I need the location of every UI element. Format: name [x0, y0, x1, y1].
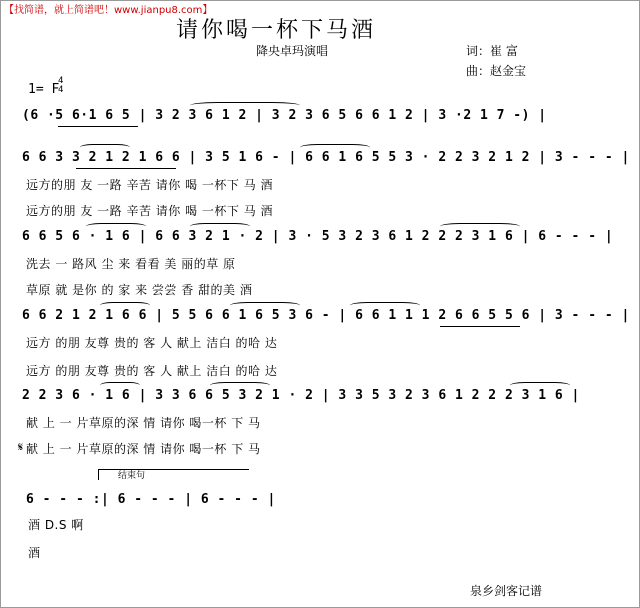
slur-mark	[190, 102, 300, 109]
lyric-line-3b: 草原 就 是你 的 家 来 尝尝 香 甜的美 酒	[26, 283, 253, 297]
slur-mark	[100, 302, 150, 309]
singer-credit: 降央卓玛演唱	[256, 44, 329, 58]
slur-mark	[210, 382, 270, 389]
slur-mark	[100, 382, 140, 389]
lyric-line-6a: 酒 D.S 啊	[28, 518, 84, 532]
slur-mark	[86, 223, 146, 230]
beam-line	[76, 168, 176, 169]
lyric-line-5a: 献 上 一 片草原的深 情 请你 喝一杯 下 马	[26, 416, 261, 430]
lyric-line-6b: 酒	[28, 546, 41, 560]
slur-mark	[80, 144, 130, 151]
notation-line-6: 6 - - - :| 6 - - - | 6 - - - |	[26, 492, 276, 507]
notation-line-4: 6 6 2 1 2 1 6 6 | 5 5 6 6 1 6 5 3 6 - | 6 6 1 1 1 2 6 6 5 5 6 | 3 - - - |	[22, 308, 630, 323]
time-sig-top: 4	[58, 76, 64, 86]
lyricist-credit: 词：崔 富	[466, 44, 518, 58]
notation-line-5: 2 2 3 6 · 1 6 | 3 3 6 6 5 3 2 1 · 2 | 3 3 5 3 2 3 6 1 2 2 2 3 1 6 |	[22, 388, 580, 403]
ending-label: 结束句	[118, 471, 146, 481]
key-label: 1= F	[28, 82, 60, 97]
time-signature	[58, 77, 63, 95]
transcriber-credit: 泉乡剑客记谱	[470, 584, 543, 598]
notation-line-2: 6 6 3 3 2 1 2 1 6 6 | 3 5 1 6 - | 6 6 1 6 5 5 3 · 2 2 3 2 1 2 | 3 - - - |	[22, 150, 630, 165]
lyric-line-4b: 远方 的朋 友尊 贵的 客 人 献上 洁白 的哈 达	[26, 364, 278, 378]
segno-icon: 𝄋	[18, 440, 24, 454]
notation-line-1: (6 ·5 6·1 6 5 | 3 2 3 6 1 2 | 3 2 3 6 5 6 6 1 2 | 3 ·2 1 7 -) |	[22, 108, 547, 123]
slur-mark	[300, 144, 370, 151]
composer-credit: 曲：赵金宝	[466, 64, 527, 78]
lyric-line-2b: 远方的朋 友 一路 辛苦 请你 喝 一杯下 马 酒	[26, 204, 274, 218]
site-banner[interactable]: 【找简谱，就上简谱吧！www.jianpu8.com】	[4, 5, 213, 16]
song-title: 请你喝一杯下马酒	[176, 18, 377, 43]
lyric-line-4a: 远方 的朋 友尊 贵的 客 人 献上 洁白 的哈 达	[26, 336, 278, 350]
slur-mark	[350, 302, 420, 309]
slur-mark	[440, 223, 520, 230]
beam-line	[58, 126, 138, 127]
time-sig-bottom: 4	[58, 85, 64, 95]
slur-mark	[230, 302, 300, 309]
slur-mark	[510, 382, 570, 389]
notation-line-3: 6 6 5 6 · 1 6 | 6 6 3 2 1 · 2 | 3 · 5 3 2 3 6 1 2 2 2 3 1 6 | 6 - - - |	[22, 229, 614, 244]
slur-mark	[190, 223, 250, 230]
lyric-line-2a: 远方的朋 友 一路 辛苦 请你 喝 一杯下 马 酒	[26, 178, 274, 192]
key-signature	[28, 76, 64, 97]
lyric-line-5b: 献 上 一 片草原的深 情 请你 喝一杯 下 马	[26, 442, 261, 456]
lyric-line-3a: 洗去 一 路风 尘 来 看看 美 丽的草 原	[26, 257, 236, 271]
beam-line	[440, 326, 520, 327]
